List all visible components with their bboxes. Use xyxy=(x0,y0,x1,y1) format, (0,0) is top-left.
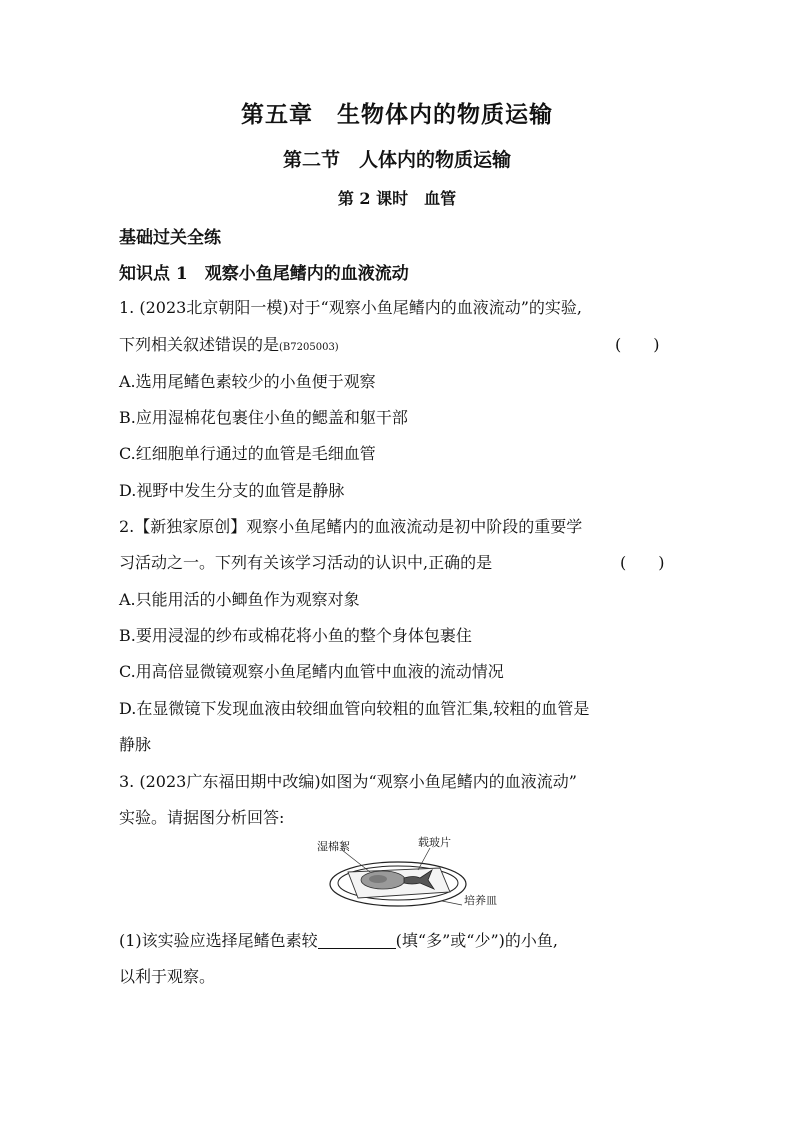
q2-stem-line2: 习活动之一。下列有关该学习活动的认识中,正确的是 xyxy=(119,553,493,572)
dish-leader xyxy=(442,901,462,905)
q3-sub1-line2: 以利于观察。 xyxy=(119,967,216,986)
q2-answer-parentheses: ( ) xyxy=(620,553,665,572)
q3-sub1-text-before: (1)该实验应选择尾鳍色素较 xyxy=(119,931,318,950)
practice-heading: 基础过关全练 xyxy=(119,228,221,248)
q1-answer-parentheses: ( ) xyxy=(615,335,660,354)
q1-option-a: A.选用尾鳍色素较少的小鱼便于观察 xyxy=(119,372,376,391)
cotton-shading xyxy=(369,875,387,883)
q1-stem-line1: 1. (2023北京朝阳一模)对于“观察小鱼尾鳍内的血液流动”的实验, xyxy=(119,298,583,317)
label-glass-slide: 载玻片 xyxy=(418,836,451,849)
q1-stem-line2 xyxy=(119,332,339,355)
q2-stem-line1: 2.【新独家原创】观察小鱼尾鳍内的血液流动是初中阶段的重要学 xyxy=(119,517,583,536)
q3-sub1-line1 xyxy=(119,928,558,951)
q2-option-c: C.用高倍显微镜观察小鱼尾鳍内血管中血液的流动情况 xyxy=(119,662,504,681)
label-petri-dish: 培养皿 xyxy=(464,894,497,907)
q3-stem-line2: 实验。请据图分析回答: xyxy=(119,808,285,827)
q2-option-b: B.要用浸湿的纱布或棉花将小鱼的整个身体包裹住 xyxy=(119,626,472,645)
q1-stem-text: 下列相关叙述错误的是 xyxy=(119,335,280,354)
q2-option-d-continued: 静脉 xyxy=(119,735,152,754)
q2-option-d: D.在显微镜下发现血液由较细血管向较粗的血管汇集,较粗的血管是 xyxy=(119,699,590,718)
section-title: 第二节 人体内的物质运输 xyxy=(282,149,511,171)
q3-stem-line1: 3. (2023广东福田期中改编)如图为“观察小鱼尾鳍内的血液流动” xyxy=(119,772,577,791)
chapter-title: 第五章 生物体内的物质运输 xyxy=(241,101,553,128)
slide-leader xyxy=(418,848,430,870)
q2-option-a: A.只能用活的小鲫鱼作为观察对象 xyxy=(119,590,360,609)
q1-question-code: (B7205003) xyxy=(279,342,339,353)
experiment-figure xyxy=(300,832,500,917)
q1-option-c: C.红细胞单行通过的血管是毛细血管 xyxy=(119,444,376,463)
q3-sub1-text-after: (填“多”或“少”)的小鱼, xyxy=(395,931,558,950)
label-wet-cotton: 湿棉絮 xyxy=(317,840,350,853)
answer-blank[interactable] xyxy=(318,932,396,949)
knowledge-point-heading: 知识点 1 观察小鱼尾鳍内的血液流动 xyxy=(119,264,409,284)
q1-option-b: B.应用湿棉花包裹住小鱼的鳃盖和躯干部 xyxy=(119,408,408,427)
q1-option-d: D.视野中发生分支的血管是静脉 xyxy=(119,481,345,500)
lesson-title: 第 2 课时 血管 xyxy=(337,189,457,208)
